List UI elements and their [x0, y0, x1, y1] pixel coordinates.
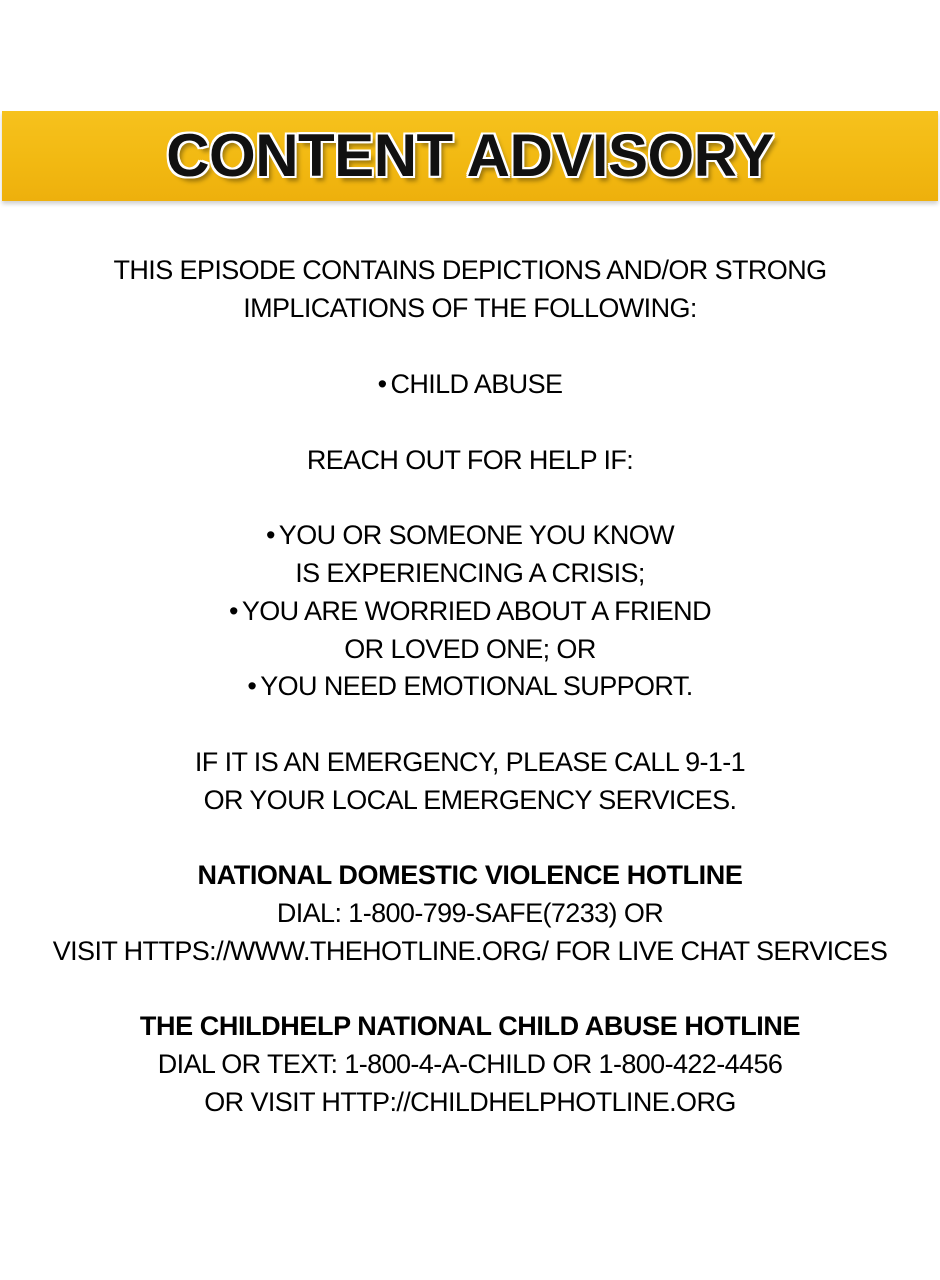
topic-label: CHILD ABUSE: [390, 369, 563, 399]
bullet-icon: •: [265, 520, 275, 550]
emergency-line-2: OR YOUR LOCAL EMERGENCY SERVICES.: [203, 785, 737, 815]
help-reason-1-line-2: IS EXPERIENCING A CRISIS;: [295, 558, 645, 588]
help-reason-2-line-2: OR LOVED ONE; OR: [344, 634, 596, 664]
hotline-1-name: NATIONAL DOMESTIC VIOLENCE HOTLINE: [197, 860, 743, 890]
help-reason-2-line-1: [0, 595, 940, 627]
hotline-2-website: OR VISIT HTTP://CHILDHELPHOTLINE.ORG: [204, 1087, 736, 1117]
help-reason-text: YOU OR SOMEONE YOU KNOW: [278, 520, 675, 550]
topic-list-item: [0, 368, 940, 400]
help-reason-text: YOU NEED EMOTIONAL SUPPORT.: [260, 671, 693, 701]
banner-title: CONTENT ADVISORY: [166, 122, 774, 189]
intro-line-1: THIS EPISODE CONTAINS DEPICTIONS AND/OR STRONG: [113, 255, 827, 285]
hotline-1-phone: DIAL: 1-800-799-SAFE(7233) OR: [276, 898, 664, 928]
bullet-icon: •: [247, 671, 257, 701]
help-reason-3-line-1: [0, 670, 940, 702]
bullet-icon: •: [229, 596, 238, 626]
reach-out-heading: REACH OUT FOR HELP IF:: [306, 445, 634, 475]
hotline-1-website: VISIT HTTPS://WWW.THEHOTLINE.ORG/ FOR LIVE CHAT SERVICES: [52, 936, 888, 966]
bullet-icon: •: [377, 369, 387, 399]
hotline-2-phone: DIAL OR TEXT: 1-800-4-A-CHILD OR 1-800-422-4456: [157, 1049, 783, 1079]
advisory-banner: [2, 111, 938, 201]
emergency-line-1: IF IT IS AN EMERGENCY, PLEASE CALL 9-1-1: [194, 747, 746, 777]
intro-line-2: IMPLICATIONS OF THE FOLLOWING:: [243, 293, 697, 323]
hotline-2-name: THE CHILDHELP NATIONAL CHILD ABUSE HOTLINE: [139, 1011, 801, 1041]
help-reason-1-line-1: [0, 519, 940, 551]
help-reason-text: YOU ARE WORRIED ABOUT A FRIEND: [241, 596, 711, 626]
